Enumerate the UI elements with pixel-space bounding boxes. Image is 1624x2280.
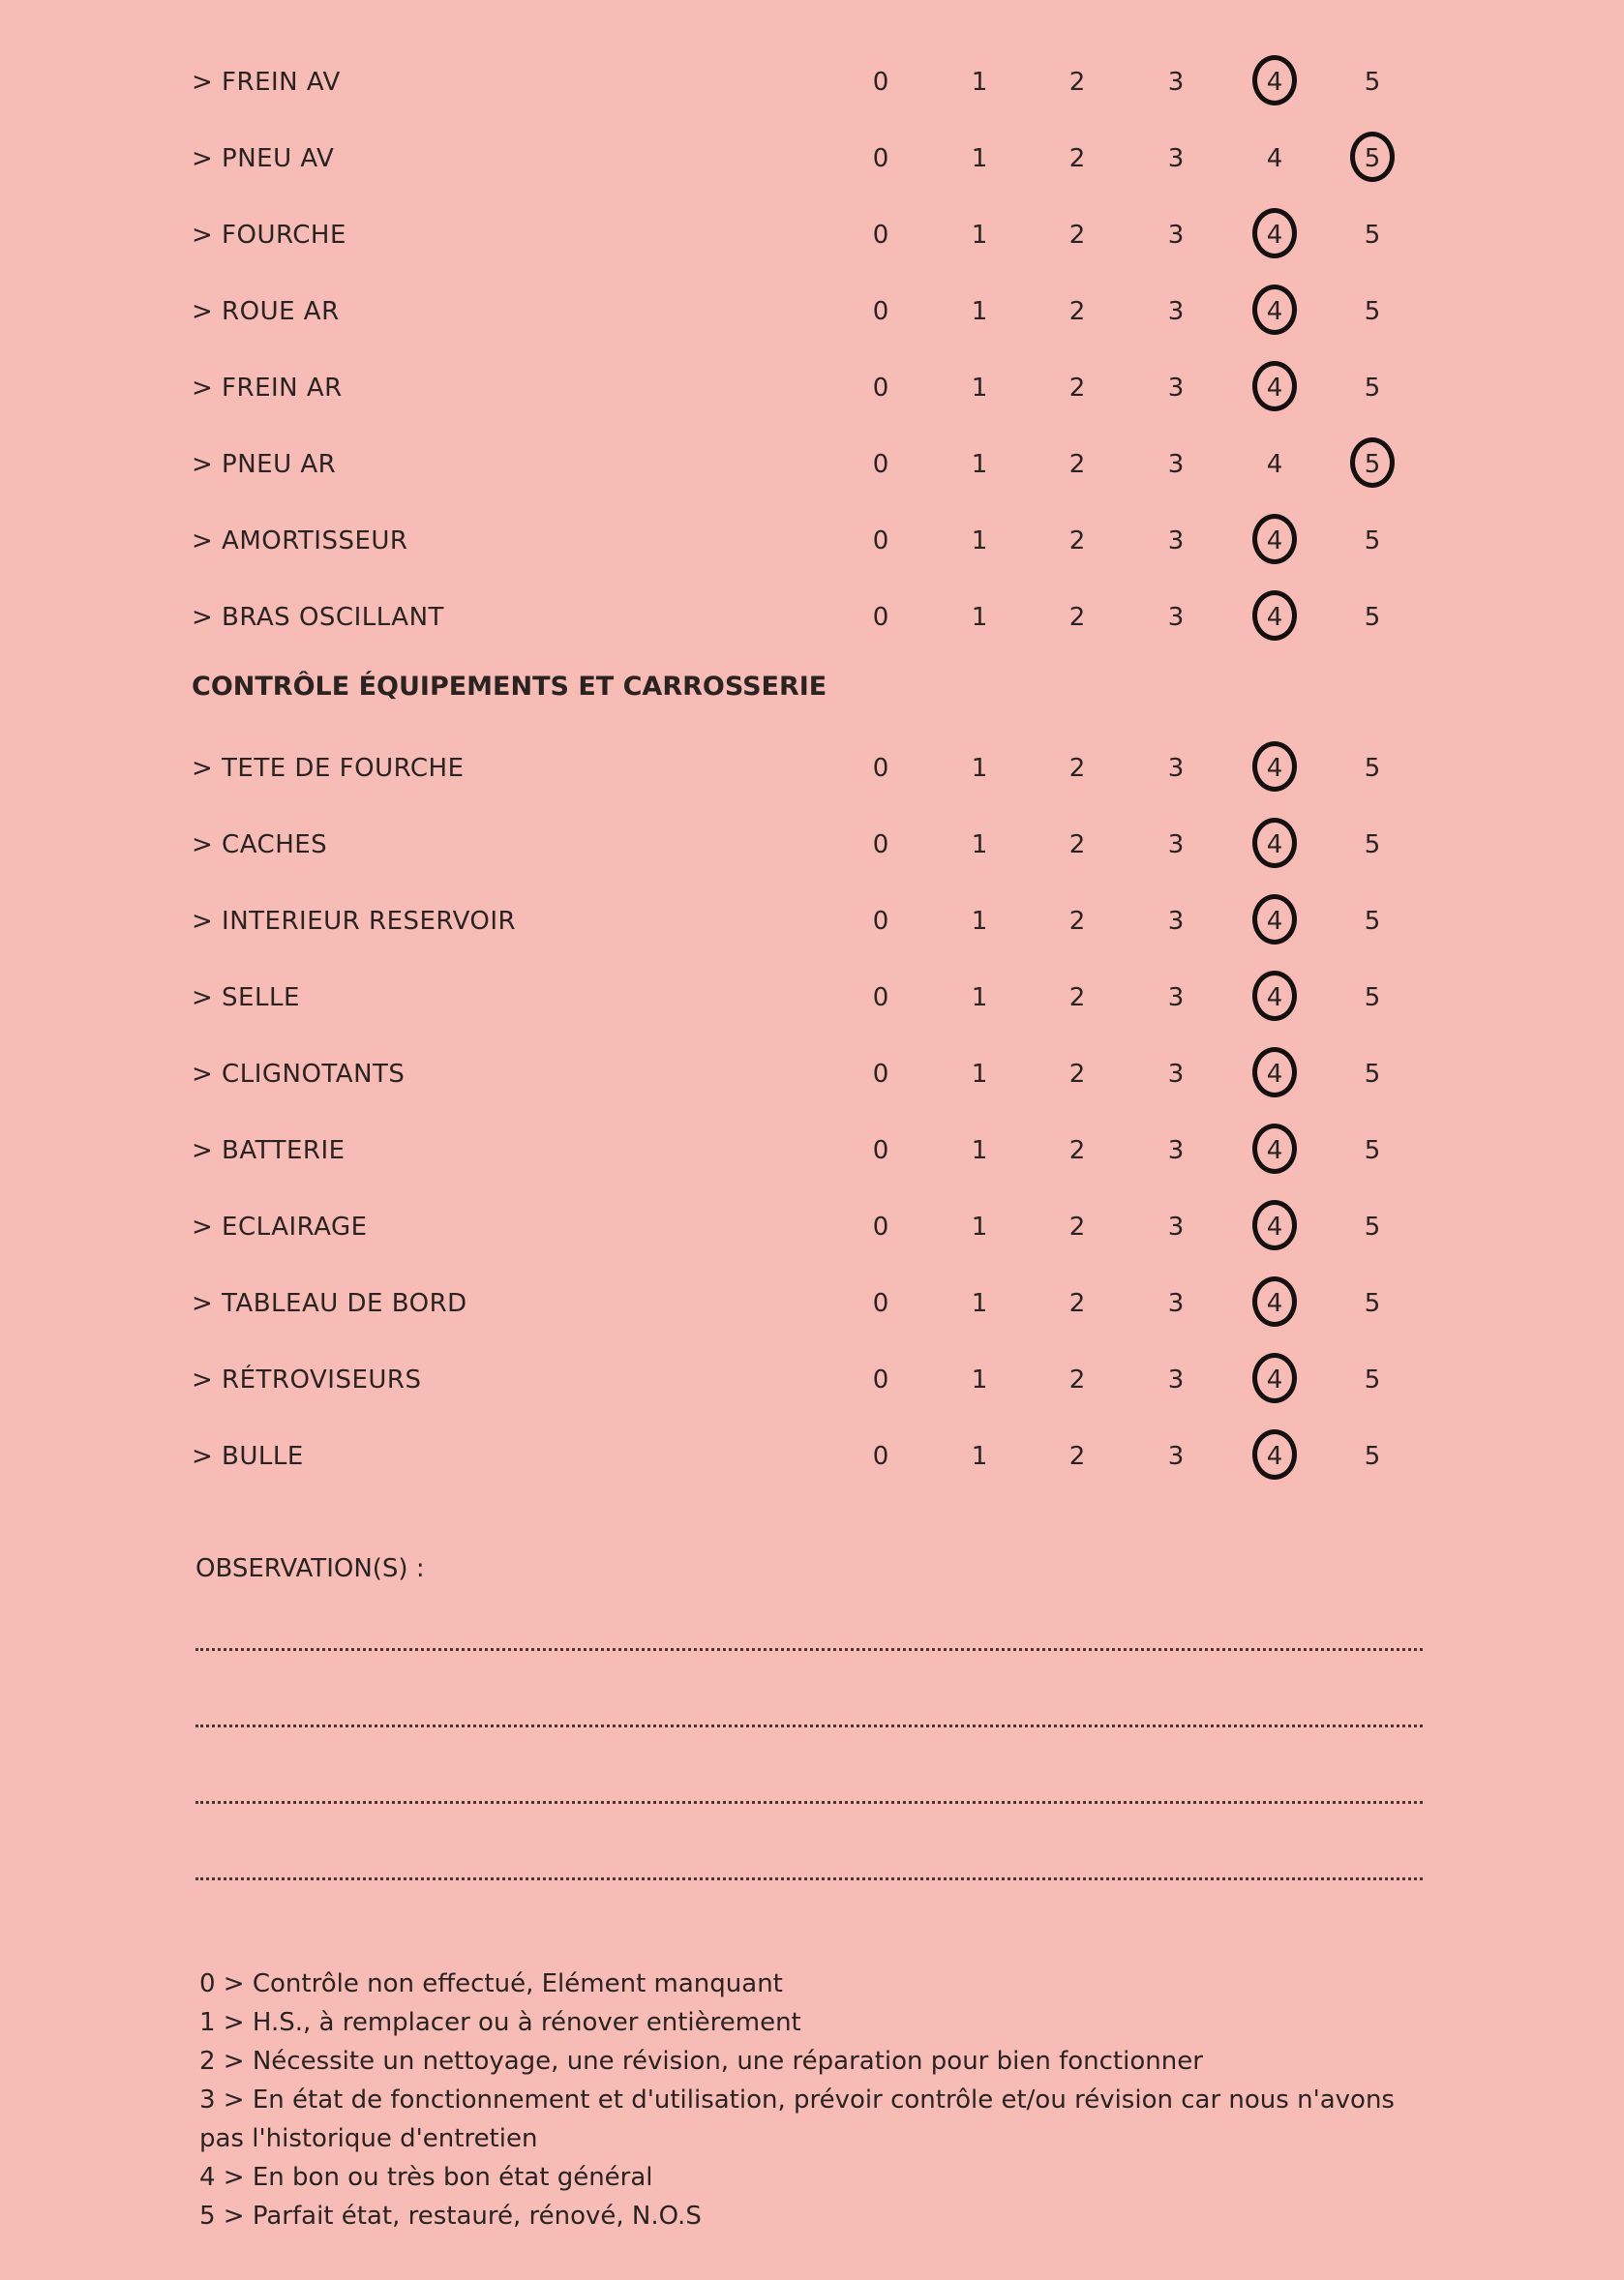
rating-option: 4 [1266,68,1283,97]
rating-option: 4 [1266,1365,1283,1395]
rating-row-label: > TABLEAU DE BORD [192,1289,467,1318]
rating-row [0,1123,1624,1181]
observations-label: OBSERVATION(S) : [195,1554,425,1583]
rating-option: 3 [1167,144,1185,173]
rating-row-label: > FREIN AR [192,374,343,403]
rating-option: 2 [1068,1289,1086,1318]
rating-option: 4 [1266,221,1283,250]
rating-option: 3 [1167,68,1185,97]
rating-option: 3 [1167,983,1185,1012]
rating-option: 5 [1364,603,1381,632]
rating-option: 1 [971,297,988,326]
rating-option: 4 [1266,1136,1283,1165]
rating-option: 5 [1364,68,1381,97]
rating-option: 4 [1266,1213,1283,1242]
rating-option: 4 [1266,144,1283,173]
rating-option: 5 [1364,297,1381,326]
selected-rating-circle [1252,818,1297,868]
rating-option: 1 [971,144,988,173]
legend-item: 4 > En bon ou très bon état général [199,2163,653,2192]
rating-option: 0 [872,603,889,632]
rating-option: 1 [971,983,988,1012]
rating-option: 0 [872,221,889,250]
rating-option: 3 [1167,1365,1185,1395]
rating-option: 0 [872,1213,889,1242]
rating-option: 3 [1167,1060,1185,1089]
rating-option: 4 [1266,297,1283,326]
rating-option: 2 [1068,1442,1086,1471]
rating-option: 1 [971,830,988,859]
rating-row [0,54,1624,112]
legend-item: 1 > H.S., à remplacer ou à rénover entièrement [199,2008,801,2037]
rating-option: 2 [1068,983,1086,1012]
rating-option: 5 [1364,1442,1381,1471]
rating-option: 4 [1266,907,1283,936]
rating-option: 5 [1364,374,1381,403]
rating-option: 5 [1364,450,1381,479]
rating-option: 5 [1364,1213,1381,1242]
selected-rating-circle [1252,361,1297,411]
rating-row-label: > PNEU AR [192,450,337,479]
rating-option: 2 [1068,526,1086,555]
rating-option: 0 [872,450,889,479]
rating-row [0,436,1624,495]
rating-option: 4 [1266,526,1283,555]
rating-option: 5 [1364,526,1381,555]
rating-row [0,1428,1624,1486]
rating-option: 2 [1068,1060,1086,1089]
rating-option: 1 [971,221,988,250]
rating-option: 3 [1167,374,1185,403]
legend-item: 3 > En état de fonctionnement et d'utilisation, prévoir contrôle et/ou révision car nous n'avons pas l'historique d'entretien [199,2085,1395,2153]
rating-row-label: > RÉTROVISEURS [192,1365,422,1395]
rating-legend [199,1965,1419,2235]
selected-rating-circle [1350,437,1395,488]
rating-row [0,360,1624,418]
selected-rating-circle [1252,1276,1297,1327]
rating-row [0,817,1624,875]
rating-option: 0 [872,983,889,1012]
rating-option: 1 [971,526,988,555]
rating-row-label: > TETE DE FOURCHE [192,754,465,783]
observation-line [195,1648,1423,1651]
rating-option: 4 [1266,1289,1283,1318]
selected-rating-circle [1252,285,1297,335]
rating-option: 3 [1167,297,1185,326]
selected-rating-circle [1252,208,1297,258]
rating-row [0,131,1624,189]
rating-option: 2 [1068,1136,1086,1165]
rating-option: 2 [1068,830,1086,859]
rating-option: 2 [1068,144,1086,173]
observation-line [195,1877,1423,1880]
rating-option: 2 [1068,297,1086,326]
rating-option: 1 [971,603,988,632]
rating-row [0,1275,1624,1334]
rating-row [0,513,1624,571]
rating-option: 2 [1068,68,1086,97]
selected-rating-circle [1252,514,1297,564]
rating-option: 5 [1364,907,1381,936]
rating-row-label: > CACHES [192,830,328,859]
rating-option: 4 [1266,754,1283,783]
observation-line [195,1725,1423,1727]
rating-option: 0 [872,374,889,403]
rating-option: 5 [1364,1136,1381,1165]
rating-option: 2 [1068,603,1086,632]
rating-option: 2 [1068,754,1086,783]
rating-option: 0 [872,526,889,555]
rating-row [0,970,1624,1028]
observation-line [195,1801,1423,1804]
rating-option: 1 [971,1213,988,1242]
selected-rating-circle [1252,1124,1297,1174]
section-title: CONTRÔLE ÉQUIPEMENTS ET CARROSSERIE [192,672,827,702]
rating-option: 0 [872,68,889,97]
rating-row [0,1046,1624,1104]
rating-option: 3 [1167,221,1185,250]
legend-item: 5 > Parfait état, restauré, rénové, N.O.S [199,2202,702,2231]
rating-row-label: > PNEU AV [192,144,335,173]
rating-row-label: > ROUE AR [192,297,340,326]
selected-rating-circle [1252,1200,1297,1250]
rating-option: 1 [971,907,988,936]
selected-rating-circle [1252,741,1297,792]
rating-row [0,589,1624,647]
rating-option: 1 [971,754,988,783]
rating-row-label: > FREIN AV [192,68,341,97]
rating-option: 3 [1167,1442,1185,1471]
rating-option: 1 [971,1289,988,1318]
rating-option: 1 [971,1442,988,1471]
rating-row [0,207,1624,265]
rating-option: 3 [1167,603,1185,632]
rating-option: 5 [1364,144,1381,173]
rating-option: 3 [1167,450,1185,479]
rating-option: 3 [1167,754,1185,783]
rating-option: 4 [1266,1060,1283,1089]
rating-row-label: > CLIGNOTANTS [192,1060,406,1089]
rating-option: 2 [1068,907,1086,936]
rating-option: 5 [1364,983,1381,1012]
rating-row [0,1352,1624,1410]
rating-option: 2 [1068,450,1086,479]
rating-option: 0 [872,830,889,859]
rating-row [0,1199,1624,1257]
rating-row-label: > BULLE [192,1442,304,1471]
rating-option: 3 [1167,1289,1185,1318]
selected-rating-circle [1350,132,1395,182]
rating-option: 3 [1167,1136,1185,1165]
rating-option: 4 [1266,603,1283,632]
rating-option: 1 [971,450,988,479]
rating-row-label: > SELLE [192,983,300,1012]
rating-option: 2 [1068,1365,1086,1395]
selected-rating-circle [1252,971,1297,1021]
rating-option: 3 [1167,526,1185,555]
rating-option: 2 [1068,221,1086,250]
rating-option: 1 [971,1365,988,1395]
rating-option: 1 [971,1136,988,1165]
selected-rating-circle [1252,1047,1297,1097]
rating-option: 0 [872,144,889,173]
rating-row-label: > BATTERIE [192,1136,346,1165]
rating-option: 2 [1068,1213,1086,1242]
rating-row-label: > AMORTISSEUR [192,526,408,555]
selected-rating-circle [1252,894,1297,945]
rating-row [0,893,1624,951]
rating-option: 0 [872,1365,889,1395]
rating-option: 5 [1364,1365,1381,1395]
rating-option: 1 [971,1060,988,1089]
legend-item: 0 > Contrôle non effectué, Elément manquant [199,1969,783,1998]
rating-option: 4 [1266,374,1283,403]
rating-option: 0 [872,1289,889,1318]
rating-option: 3 [1167,1213,1185,1242]
rating-option: 5 [1364,221,1381,250]
rating-option: 0 [872,297,889,326]
rating-option: 0 [872,754,889,783]
rating-option: 0 [872,1442,889,1471]
rating-option: 5 [1364,754,1381,783]
rating-option: 4 [1266,450,1283,479]
rating-row [0,740,1624,798]
rating-row [0,284,1624,342]
rating-row-label: > INTERIEUR RESERVOIR [192,907,517,936]
rating-option: 3 [1167,830,1185,859]
rating-option: 4 [1266,1442,1283,1471]
rating-row-label: > FOURCHE [192,221,346,250]
legend-item: 2 > Nécessite un nettoyage, une révision, une réparation pour bien fonctionner [199,2047,1203,2076]
rating-option: 0 [872,907,889,936]
rating-option: 1 [971,68,988,97]
rating-option: 1 [971,374,988,403]
rating-option: 0 [872,1136,889,1165]
rating-row-label: > ECLAIRAGE [192,1213,368,1242]
rating-option: 4 [1266,830,1283,859]
rating-option: 0 [872,1060,889,1089]
rating-row-label: > BRAS OSCILLANT [192,603,444,632]
rating-option: 5 [1364,1289,1381,1318]
selected-rating-circle [1252,55,1297,105]
rating-option: 2 [1068,374,1086,403]
rating-option: 3 [1167,907,1185,936]
rating-option: 5 [1364,1060,1381,1089]
selected-rating-circle [1252,1429,1297,1480]
selected-rating-circle [1252,590,1297,641]
rating-option: 4 [1266,983,1283,1012]
selected-rating-circle [1252,1353,1297,1403]
rating-option: 5 [1364,830,1381,859]
